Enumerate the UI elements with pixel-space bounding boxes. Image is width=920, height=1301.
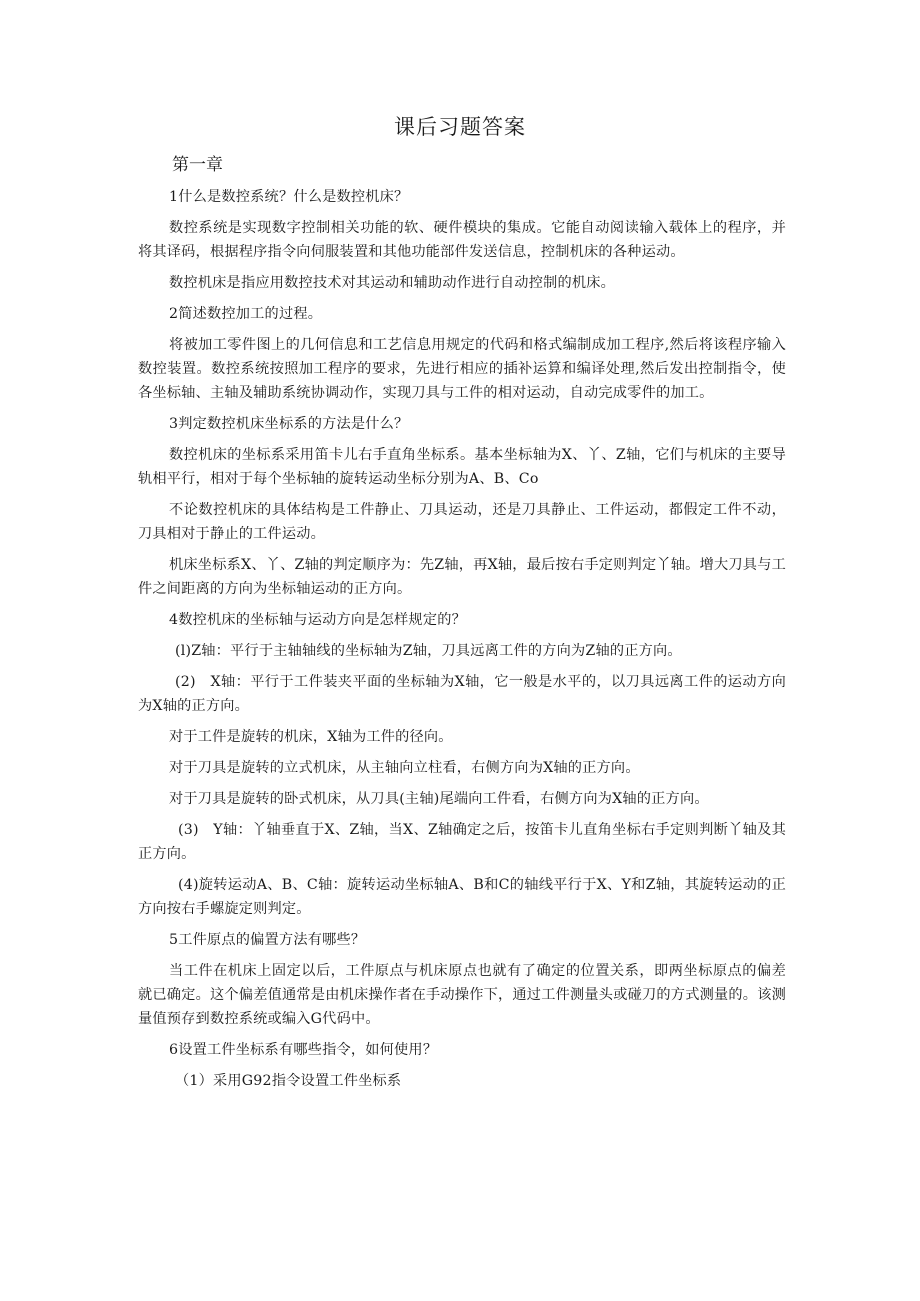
chapter-heading: 第一章 [172,155,223,175]
question-2: 2简述数控加工的过程。 [169,306,323,322]
answer-paragraph: 对于工件是旋转的机床，X轴为工件的径向。 [169,729,453,745]
answer-paragraph: 机床坐标系X、丫、Z轴的判定顺序为：先Z轴，再X轴，最后按右手定则判定丫轴。增大刀具与工件之间距离的方向为坐标轴运动的正方向。 [138,557,786,597]
answer-paragraph: 对于刀具是旋转的立式机床，从主轴向立柱看，右侧方向为X轴的正方向。 [169,760,640,776]
document-body [138,153,786,1100]
question-4: 4数控机床的坐标轴与运动方向是怎样规定的？ [169,612,466,628]
answer-paragraph: 不论数控机床的具体结构是工件静止、刀具运动，还是刀具静止、工件运动，都假定工件不动，刀具相对于静止的工件运动。 [138,502,786,542]
answer-paragraph: 当工件在机床上固定以后，工件原点与机床原点也就有了确定的位置关系，即两坐标原点的偏差就已确定。这个偏差值通常是由机床操作者在手动操作下，通过工件测量头或碰刀的方式测量的。该测量值预存到数控系统或编入G代码中。 [138,963,786,1027]
answer-paragraph: 数控系统是实现数字控制相关功能的软、硬件模块的集成。它能自动阅读输入载体上的程序，并将其译码，根据程序指令向伺服装置和其他功能部件发送信息，控制机床的各种运动。 [138,220,786,260]
answer-item: (3) Y轴：丫轴垂直于X、Z轴，当X、Z轴确定之后，按笛卡儿直角坐标右手定则判断丫轴及其正方向。 [138,822,786,862]
answer-item: (2) X轴：平行于工件装夹平面的坐标轴为X轴，它一般是水平的，以刀具远离工件的运动方向为X轴的正方向。 [138,674,786,714]
question-5: 5工件原点的偏置方法有哪些？ [169,932,366,948]
answer-paragraph: 数控机床的坐标系采用笛卡儿右手直角坐标系。基本坐标轴为X、丫、Z轴，它们与机床的主要导轨相平行，相对于每个坐标轴的旋转运动坐标分别为A、B、Co [138,447,786,487]
question-1: 1什么是数控系统？什么是数控机床？ [169,189,409,205]
answer-paragraph: 对于刀具是旋转的卧式机床，从刀具(主轴)尾端向工件看，右侧方向为X轴的正方向。 [169,791,709,807]
answer-item: (l)Z轴：平行于主轴轴线的坐标轴为Z轴，刀具远离工件的方向为Z轴的正方向。 [175,643,682,659]
answer-item: (4)旋转运动A、B、C轴：旋转运动坐标轴A、B和C的轴线平行于X、Y和Z轴，其旋转运动的正方向按右手螺旋定则判定。 [138,877,786,917]
question-6: 6设置工件坐标系有哪些指令，如何使用？ [169,1042,438,1058]
document-title: 课后习题答案 [394,115,526,139]
answer-item: （1）采用G92指令设置工件坐标系 [175,1073,402,1089]
question-3: 3判定数控机床坐标系的方法是什么？ [169,416,409,432]
answer-paragraph: 数控机床是指应用数控技术对其运动和辅助动作进行自动控制的机床。 [169,275,616,291]
answer-paragraph: 将被加工零件图上的几何信息和工艺信息用规定的代码和格式编制成加工程序,然后将该程序输入数控装置。数控系统按照加工程序的要求，先进行相应的插补运算和编译处理,然后发出控制指令，使各坐标轴、主轴及辅助系统协调动作，实现刀具与工件的相对运动，自动完成零件的加工。 [138,337,786,401]
